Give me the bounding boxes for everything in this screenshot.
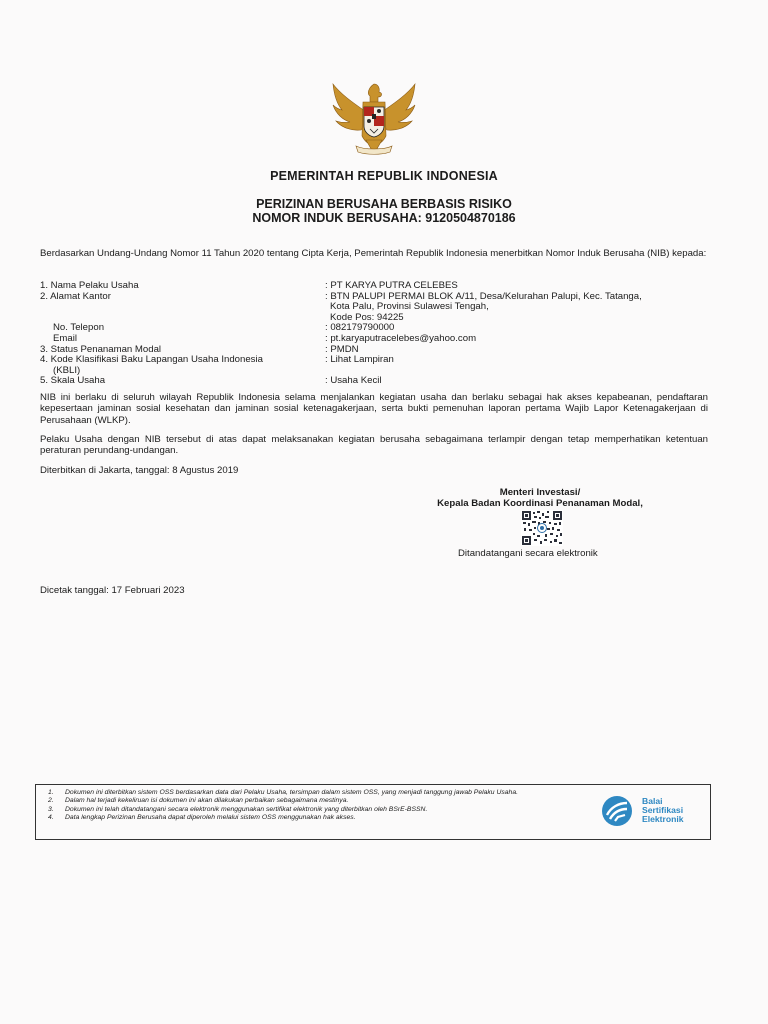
field-nama-row: [40, 281, 720, 292]
intro-paragraph: Berdasarkan Undang-Undang Nomor 11 Tahun 2020 tentang Cipta Kerja, Pemerintah Republik Indonesia menerbitkan Nomor Induk Berusaha (NIB) kepada:: [40, 248, 707, 259]
footer-note-text: Dokumen ini diterbitkan sistem OSS berdasarkan data dari Pelaku Usaha, tersimpan dalam sistem OSS, yang menjadi tanggung jawab Pelaku Usaha.: [65, 789, 518, 796]
footer-note-text: Dokumen ini telah ditandatangani secara elektronik menggunakan sertifikat elektronik yang diterbitkan oleh BSrE-BSSN.: [65, 805, 428, 813]
qr-code-icon: [521, 510, 563, 546]
kbli-label-line-2: (KBLI): [53, 364, 81, 376]
field-skala-row: [40, 376, 720, 387]
address-line-3: Kode Pos: 94225: [330, 311, 404, 323]
bsre-line-2: Sertifikasi: [642, 805, 684, 816]
footer-note-number: 4.: [48, 813, 54, 821]
nib-number-title: NOMOR INDUK BERUSAHA: 9120504870186: [252, 211, 516, 225]
footer-note: [48, 797, 608, 805]
field-label: [40, 355, 325, 376]
printed-date: Dicetak tanggal: 17 Februari 2023: [40, 585, 185, 596]
field-value: : Lihat Lampiran: [325, 354, 394, 366]
field-label: Email: [53, 332, 77, 344]
bsre-logo-text: [642, 797, 684, 825]
business-actor-paragraph: Pelaku Usaha dengan NIB tersebut di atas dapat melaksanakan kegiatan berusaha sebagaimana terlampir dengan tetap memperhatikan ketentuan peraturan perundang-undangan.: [40, 434, 708, 457]
field-value: : PMDN: [325, 343, 359, 355]
footer-note-number: 1.: [48, 789, 54, 796]
field-label: 5. Skala Usaha: [40, 375, 106, 387]
field-value: : PT KARYA PUTRA CELEBES: [325, 280, 458, 291]
field-alamat-row: [40, 292, 720, 324]
document-title: PERIZINAN BERUSAHA BERBASIS RISIKO: [256, 197, 512, 211]
business-details: [40, 281, 720, 387]
footer-notes-box: [35, 784, 711, 840]
garuda-pancasila-emblem: [328, 76, 420, 160]
field-value: : 082179790000: [325, 322, 395, 334]
bsre-line-1: Balai: [642, 796, 663, 806]
bsre-logo: [601, 795, 706, 827]
field-email-row: [40, 334, 720, 345]
footer-notes-list: [48, 789, 608, 822]
field-kbli-row: [40, 355, 720, 376]
field-label: 1. Nama Pelaku Usaha: [40, 280, 139, 291]
bsre-line-3: Elektronik: [642, 814, 684, 825]
footer-note-number: 3.: [48, 805, 54, 813]
signatory-title-1: Menteri Investasi/: [499, 487, 581, 498]
electronic-signature-note: Ditandatangani secara elektronik: [458, 548, 598, 559]
signatory-title-2: Kepala Badan Koordinasi Penanaman Modal,: [437, 498, 643, 510]
footer-note-number: 2.: [48, 797, 54, 805]
footer-note-text: Dalam hal terjadi kekeliruan isi dokumen ini akan dilakukan perbaikan sebagaimana mestinya.: [65, 797, 349, 805]
footer-note: [48, 789, 608, 797]
issued-date: Diterbitkan di Jakarta, tanggal: 8 Agustus 2019: [40, 465, 239, 476]
field-value: [325, 292, 720, 324]
field-value: : Usaha Kecil: [325, 375, 382, 387]
kbli-label-line-1: 4. Kode Klasifikasi Baku Lapangan Usaha Indonesia: [40, 354, 263, 366]
field-label: No. Telepon: [53, 322, 105, 334]
field-label: 3. Status Penanaman Modal: [40, 343, 162, 355]
field-label: 2. Alamat Kantor: [40, 290, 111, 302]
signatory-block: [390, 487, 690, 510]
footer-note: [48, 814, 608, 822]
government-heading: PEMERINTAH REPUBLIK INDONESIA: [270, 169, 498, 183]
address-line-2: Kota Palu, Provinsi Sulawesi Tengah,: [330, 301, 489, 313]
nib-validity-paragraph: NIB ini berlaku di seluruh wilayah Republik Indonesia selama menjalankan kegiatan usaha dan berlaku sebagai hak akses kepabeanan, pendaftaran kepesertaan jaminan sosial kesehatan dan jaminan sosial ketenagakerjaan, serta bukti pemenuhan laporan pertama Wajib Lapor Ketenagakerjaan di Perusahaan (WLKP).: [40, 392, 708, 426]
footer-note: [48, 806, 608, 814]
field-value: : pt.karyaputracelebes@yahoo.com: [325, 332, 477, 344]
bsre-logo-icon: [601, 795, 633, 827]
footer-note-text: Data lengkap Perizinan Berusaha dapat diperoleh melalui sistem OSS menggunakan hak akses.: [65, 813, 356, 821]
address-line-1: : BTN PALUPI PERMAI BLOK A/11, Desa/Kelurahan Palupi, Kec. Tatanga,: [325, 290, 642, 302]
